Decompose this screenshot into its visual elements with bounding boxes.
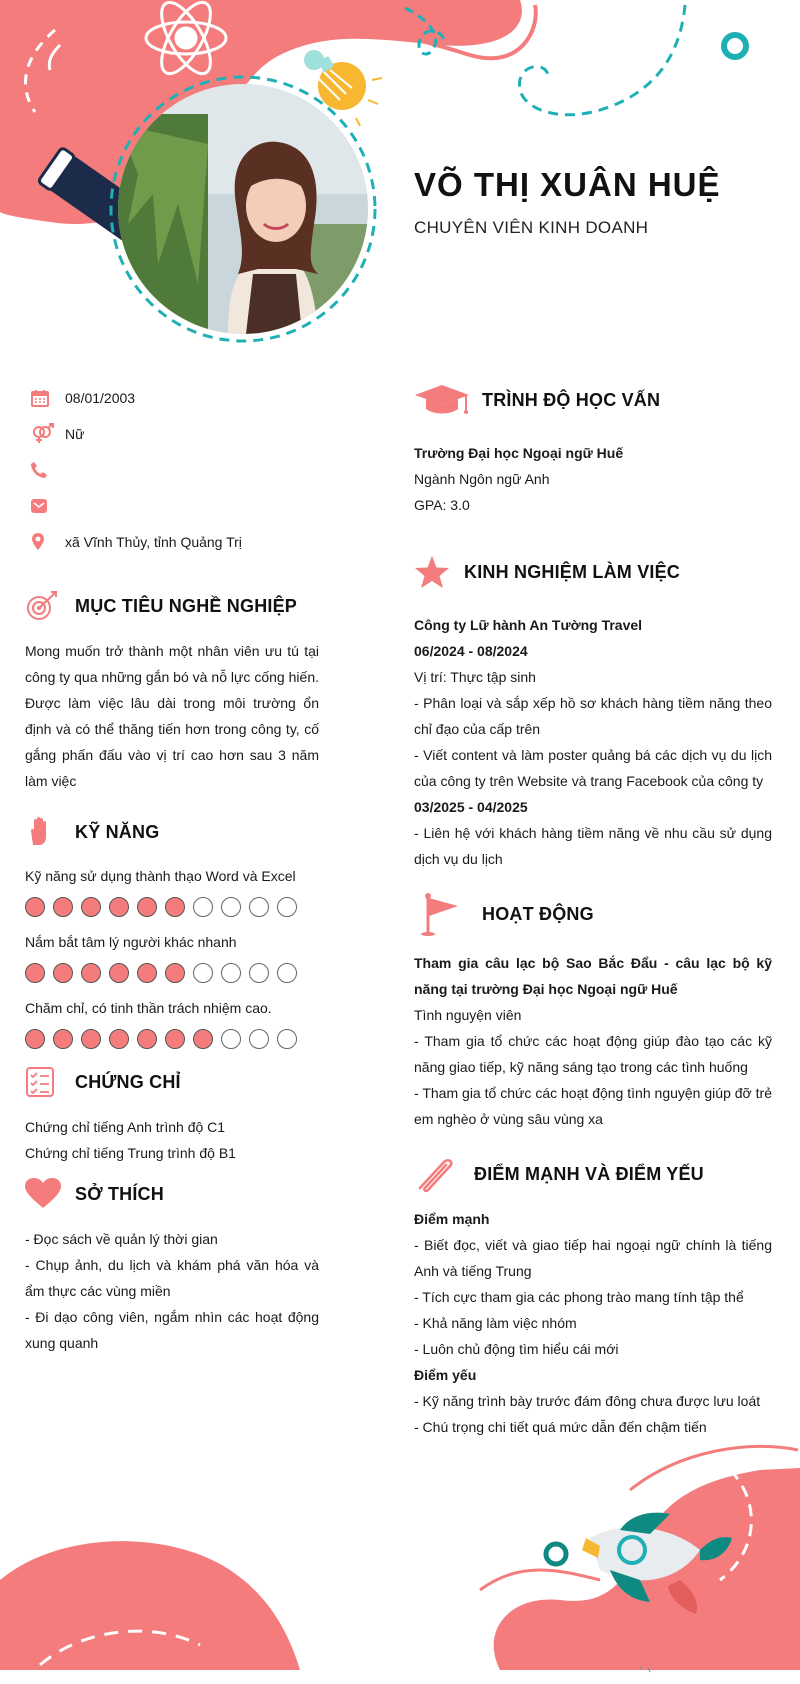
hobbies-heading: SỞ THÍCH [75, 1183, 164, 1204]
rating-dot-filled [165, 1029, 185, 1049]
rating-dot-filled [53, 1029, 73, 1049]
address-row [25, 524, 319, 560]
rating-dot-filled [109, 897, 129, 917]
rating-dot-empty [193, 963, 213, 983]
career-goal-text: Mong muốn trở thành một nhân viên ưu tú tại công ty qua những gắn bó và nỗ lực cống hiến. Được làm việc lâu dài trong môi trường ổn định và có thể thăng tiến hơn trong công ty, cố gắng phấn đấu vào vị trí cao hơn sau 3 năm làm việc [25, 643, 319, 789]
rating-dot-filled [109, 1029, 129, 1049]
gender-icon [25, 423, 65, 445]
certificates-header [25, 1062, 319, 1102]
strength-item: - Tích cực tham gia các phong trào mang tính tập thể [414, 1289, 744, 1305]
career-goal-heading: MỤC TIÊU NGHỀ NGHIỆP [75, 595, 298, 616]
phone-icon [25, 461, 65, 479]
activity-item: - Tham gia tổ chức các hoạt động tình nguyện giúp đỡ trẻ em nghèo ở vùng sâu vùng xa [414, 1085, 772, 1127]
location-pin-icon [25, 532, 65, 552]
strengths-header [414, 1154, 772, 1194]
hobby-item: - Đi dạo công viên, ngắm nhìn các hoạt động xung quanh [25, 1309, 319, 1351]
strength-item: - Biết đọc, viết và giao tiếp hai ngoại ngữ chính là tiếng Anh và tiếng Trung [414, 1237, 772, 1279]
skills-list [25, 864, 319, 1049]
experience-period: 03/2025 - 04/2025 [414, 799, 528, 815]
education-header [414, 380, 772, 420]
education-major: Ngành Ngôn ngữ Anh [414, 471, 550, 487]
calendar-icon [25, 388, 65, 408]
birthday-row [25, 380, 319, 416]
heart-icon [25, 1174, 75, 1214]
skill-label: Chăm chỉ, có tinh thần trách nhiệm cao. [25, 1000, 272, 1016]
profile-photo [118, 84, 368, 334]
hobby-item: - Đọc sách về quản lý thời gian [25, 1231, 218, 1247]
skill-label: Kỹ năng sử dụng thành thạo Word và Excel [25, 868, 296, 884]
certificate-item: Chứng chỉ tiếng Anh trình độ C1 [25, 1119, 226, 1135]
rating-dot-empty [277, 963, 297, 983]
checklist-icon [25, 1062, 75, 1102]
rating-dot-empty [249, 963, 269, 983]
hand-icon [25, 812, 75, 852]
education-gpa: GPA: 3.0 [414, 497, 470, 513]
activities-heading: HOẠT ĐỘNG [482, 903, 594, 924]
footer-decoration [0, 1430, 800, 1684]
skills-heading: KỸ NĂNG [75, 821, 160, 842]
rating-dot-empty [221, 1029, 241, 1049]
strengths-heading: ĐIỂM MẠNH VÀ ĐIỂM YẾU [474, 1163, 704, 1184]
hobbies-header [25, 1174, 319, 1214]
candidate-title: CHUYÊN VIÊN KINH DOANH [414, 218, 649, 237]
email-row [25, 488, 319, 524]
career-goal-header [25, 586, 319, 626]
birthday-value: 08/01/2003 [65, 390, 136, 406]
experience-company: Công ty Lữ hành An Tường Travel [414, 617, 643, 633]
flag-icon [414, 894, 482, 934]
rating-dot-empty [193, 897, 213, 917]
rating-dot-empty [249, 1029, 269, 1049]
experience-position: Vị trí: Thực tập sinh [414, 669, 536, 685]
rating-dot-filled [53, 897, 73, 917]
left-column [25, 380, 319, 1356]
certificate-item: Chứng chỉ tiếng Trung trình độ B1 [25, 1145, 236, 1161]
right-column [414, 380, 772, 1440]
address-value: xã Vĩnh Thủy, tỉnh Quảng Trị [65, 534, 242, 550]
skill-rating [25, 897, 319, 917]
gender-row [25, 416, 319, 452]
target-icon [25, 586, 75, 626]
rating-dot-filled [137, 1029, 157, 1049]
skill-rating [25, 963, 319, 983]
star-icon [414, 552, 464, 592]
weaknesses-label: Điểm yếu [414, 1367, 477, 1383]
skill-rating [25, 1029, 319, 1049]
activity-item: - Tham gia tổ chức các hoạt động giúp đào tạo các kỹ năng giao tiếp, kỹ năng sáng tạo trong các tình huống [414, 1033, 772, 1075]
rating-dot-empty [221, 963, 241, 983]
rating-dot-filled [81, 963, 101, 983]
experience-period: 06/2024 - 08/2024 [414, 643, 528, 659]
rating-dot-empty [277, 897, 297, 917]
strengths-label: Điểm mạnh [414, 1211, 490, 1227]
strength-item: - Luôn chủ động tìm hiểu cái mới [414, 1341, 619, 1357]
experience-task: - Phân loại và sắp xếp hồ sơ khách hàng tiềm năng theo chỉ đạo của cấp trên [414, 695, 772, 737]
rating-dot-empty [249, 897, 269, 917]
rating-dot-empty [221, 897, 241, 917]
skill-label: Nắm bắt tâm lý người khác nhanh [25, 934, 237, 950]
rating-dot-filled [25, 963, 45, 983]
education-heading: TRÌNH ĐỘ HỌC VẤN [482, 389, 661, 410]
rating-dot-filled [53, 963, 73, 983]
rating-dot-filled [81, 897, 101, 917]
rating-dot-empty [277, 1029, 297, 1049]
candidate-name: VÕ THỊ XUÂN HUỆ [414, 166, 721, 203]
certificates-heading: CHỨNG CHỈ [75, 1071, 181, 1092]
activities-header [414, 894, 772, 934]
experience-task: - Viết content và làm poster quảng bá các dịch vụ du lịch của công ty trên Website và trang Facebook của công ty [414, 747, 772, 789]
rating-dot-filled [193, 1029, 213, 1049]
phone-row [25, 452, 319, 488]
experience-task: - Liên hệ với khách hàng tiềm năng về nhu cầu sử dụng dịch vụ du lịch [414, 825, 772, 867]
rating-dot-filled [165, 963, 185, 983]
weakness-item: - Kỹ năng trình bày trước đám đông chưa được lưu loát [414, 1393, 761, 1409]
rating-dot-filled [109, 963, 129, 983]
skills-header [25, 812, 319, 852]
gender-value: Nữ [65, 426, 85, 442]
paperclip-icon [414, 1154, 474, 1194]
rating-dot-filled [137, 897, 157, 917]
activity-title: Tham gia câu lạc bộ Sao Bắc Đẩu - câu lạc bộ kỹ năng tại trường Đại học Ngoại ngữ Huế [414, 955, 772, 997]
experience-heading: KINH NGHIỆM LÀM VIỆC [464, 561, 681, 582]
rating-dot-filled [137, 963, 157, 983]
activity-role: Tình nguyện viên [414, 1007, 522, 1023]
rating-dot-filled [25, 1029, 45, 1049]
education-school: Trường Đại học Ngoại ngữ Huế [414, 445, 624, 461]
experience-header [414, 552, 772, 592]
hobby-item: - Chụp ảnh, du lịch và khám phá văn hóa và ẩm thực các vùng miền [25, 1257, 319, 1299]
weakness-item: - Chú trọng chi tiết quá mức dẫn đến chậm tiến [414, 1419, 707, 1435]
rating-dot-filled [25, 897, 45, 917]
rating-dot-filled [165, 897, 185, 917]
strength-item: - Khả năng làm việc nhóm [414, 1315, 577, 1331]
graduation-cap-icon [414, 380, 482, 420]
email-icon [25, 497, 65, 515]
rating-dot-filled [81, 1029, 101, 1049]
